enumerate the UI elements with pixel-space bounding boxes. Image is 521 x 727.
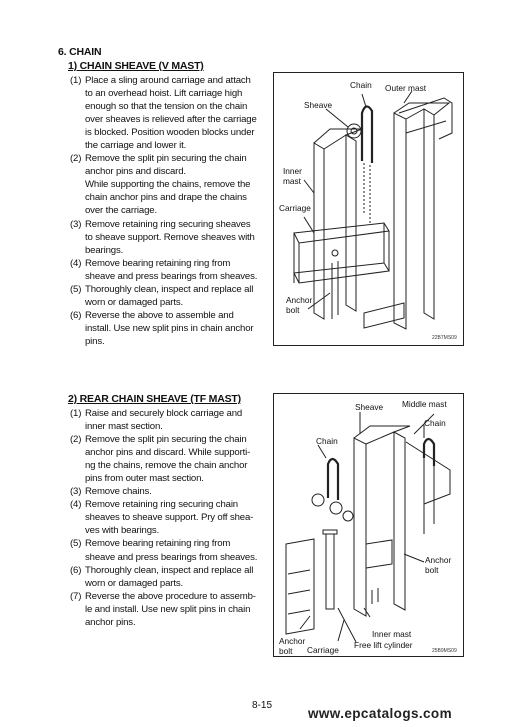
step-number: (6) — [70, 309, 82, 321]
step-line: Reverse the above to assemble and — [85, 309, 234, 321]
step-line: worn or damaged parts. — [85, 296, 184, 308]
fig1-label-anchor-bolt-line1: Anchor — [286, 295, 313, 305]
fig2-code: 25B9MS09 — [432, 648, 457, 654]
step-line: sheave and press bearings from sheaves. — [85, 270, 258, 282]
step-line: Thoroughly clean, inspect and replace all — [85, 283, 254, 295]
step-line: enough so that the tension on the chain — [85, 101, 248, 113]
step-line: Raise and securely block carriage and — [85, 408, 243, 419]
step-line: install. Use new split pins in chain anchor — [85, 322, 254, 334]
step-line: the carriage and lower it. — [85, 140, 187, 152]
step-line: Thoroughly clean, inspect and replace all — [85, 564, 254, 576]
fig2-label-anchor-bolt-right-line2: bolt — [425, 565, 439, 575]
step-number: (1) — [70, 408, 82, 419]
step-item — [70, 498, 270, 537]
section-title: 6. CHAIN — [58, 46, 102, 58]
fig2-label-anchor-bolt-right-line1: Anchor — [425, 555, 452, 565]
fig2-label-chain-right: Chain — [424, 418, 446, 428]
step-line: over sheaves is relieved after the carriage — [85, 114, 257, 126]
fig1-label-inner-mast-line2: mast — [283, 176, 301, 186]
step-line: Remove the split pin securing the chain — [85, 434, 247, 446]
step-number: (2) — [70, 434, 82, 446]
watermark-text: www.epcatalogs.com — [308, 706, 452, 721]
step-line: to an overhead hoist. Lift carriage high — [85, 88, 243, 100]
step-number: (5) — [70, 283, 82, 295]
step-number: (7) — [70, 590, 82, 602]
step-line: anchor pins and discard. While supporti- — [85, 447, 251, 459]
step-item — [70, 152, 270, 217]
step-item — [70, 74, 270, 152]
fig2-label-free-lift-cylinder: Free lift cylinder — [354, 640, 413, 650]
step-line: pins. — [85, 335, 105, 347]
step-number: (4) — [70, 499, 82, 511]
step-number: (3) — [70, 486, 82, 498]
figure-chain-sheave-v-mast — [273, 72, 464, 346]
step-line: Remove bearing retaining ring from — [85, 257, 231, 269]
step-item — [70, 218, 270, 257]
step-line: Remove retaining ring securing chain — [85, 499, 238, 511]
step-item — [70, 537, 270, 563]
step-line: le and install. Use new split pins in chain — [85, 603, 251, 615]
fig1-label-carriage: Carriage — [279, 203, 311, 213]
fig2-label-carriage: Carriage — [307, 645, 339, 655]
step-line: bearings. — [85, 244, 124, 256]
step-line: sheave and press bearings from sheaves. — [85, 551, 258, 563]
step-number: (6) — [70, 564, 82, 576]
fig2-label-inner-mast: Inner mast — [372, 629, 412, 639]
mast-illustration-2 — [274, 394, 463, 656]
step-line: ves with bearings. — [85, 525, 160, 537]
step-line: Reverse the above procedure to assemb- — [85, 590, 256, 602]
fig2-label-chain-left: Chain — [316, 436, 338, 446]
fig1-label-sheave: Sheave — [304, 100, 333, 110]
step-number: (5) — [70, 538, 82, 550]
step-item — [70, 485, 270, 498]
step-line: over the carriage. — [85, 205, 157, 217]
subsection-2-title: 2) REAR CHAIN SHEAVE (TF MAST) — [68, 393, 241, 405]
step-line: While supporting the chains, remove the — [85, 179, 251, 191]
step-line: to sheave support. Remove sheaves with — [85, 231, 255, 243]
fig1-code: 22B7MS09 — [432, 335, 457, 341]
fig2-label-middle-mast: Middle mast — [402, 399, 447, 409]
step-item — [70, 407, 270, 433]
step-number: (2) — [70, 153, 82, 165]
step-line: sheaves to sheave support. Pry off shea- — [85, 512, 254, 524]
step-line: ng the chains, remove the chain anchor — [85, 460, 248, 472]
fig2-label-anchor-bolt-left-line1: Anchor — [279, 636, 306, 646]
fig1-label-anchor-bolt-line2: bolt — [286, 305, 300, 315]
step-line: Remove bearing retaining ring from — [85, 538, 231, 550]
figure-rear-chain-sheave-tf-mast — [273, 393, 464, 657]
fig1-label-inner-mast-line1: Inner — [283, 166, 302, 176]
step-line: worn or damaged parts. — [85, 577, 184, 589]
step-line: anchor pins and discard. — [85, 166, 186, 178]
step-line: inner mast section. — [85, 421, 163, 433]
fig1-label-chain: Chain — [350, 80, 372, 90]
step-item — [70, 309, 270, 348]
step-number: (4) — [70, 257, 82, 269]
fig1-label-outer-mast: Outer mast — [385, 83, 427, 93]
step-line: Remove the split pin securing the chain — [85, 153, 247, 165]
step-line: anchor pins. — [85, 616, 136, 628]
step-number: (3) — [70, 218, 82, 230]
step-line: is blocked. Position wooden blocks under — [85, 127, 255, 139]
step-item — [70, 257, 270, 283]
step-line: Remove chains. — [85, 486, 152, 498]
subsection-1-steps — [70, 74, 270, 348]
step-line: pins from outer mast section. — [85, 473, 204, 485]
step-item — [70, 283, 270, 309]
step-line: Place a sling around carriage and attach — [85, 75, 251, 86]
fig2-label-anchor-bolt-left-line2: bolt — [279, 646, 293, 656]
fig2-label-sheave: Sheave — [355, 402, 384, 412]
step-item — [70, 564, 270, 590]
step-line: chain anchor pins and drape the chains — [85, 192, 247, 204]
step-item — [70, 433, 270, 485]
subsection-2-steps — [70, 407, 270, 629]
page-number: 8-15 — [252, 700, 273, 711]
step-line: Remove retaining ring securing sheaves — [85, 218, 251, 230]
subsection-1-title: 1) CHAIN SHEAVE (V MAST) — [68, 60, 204, 72]
step-number: (1) — [70, 75, 82, 86]
step-item — [70, 590, 270, 629]
